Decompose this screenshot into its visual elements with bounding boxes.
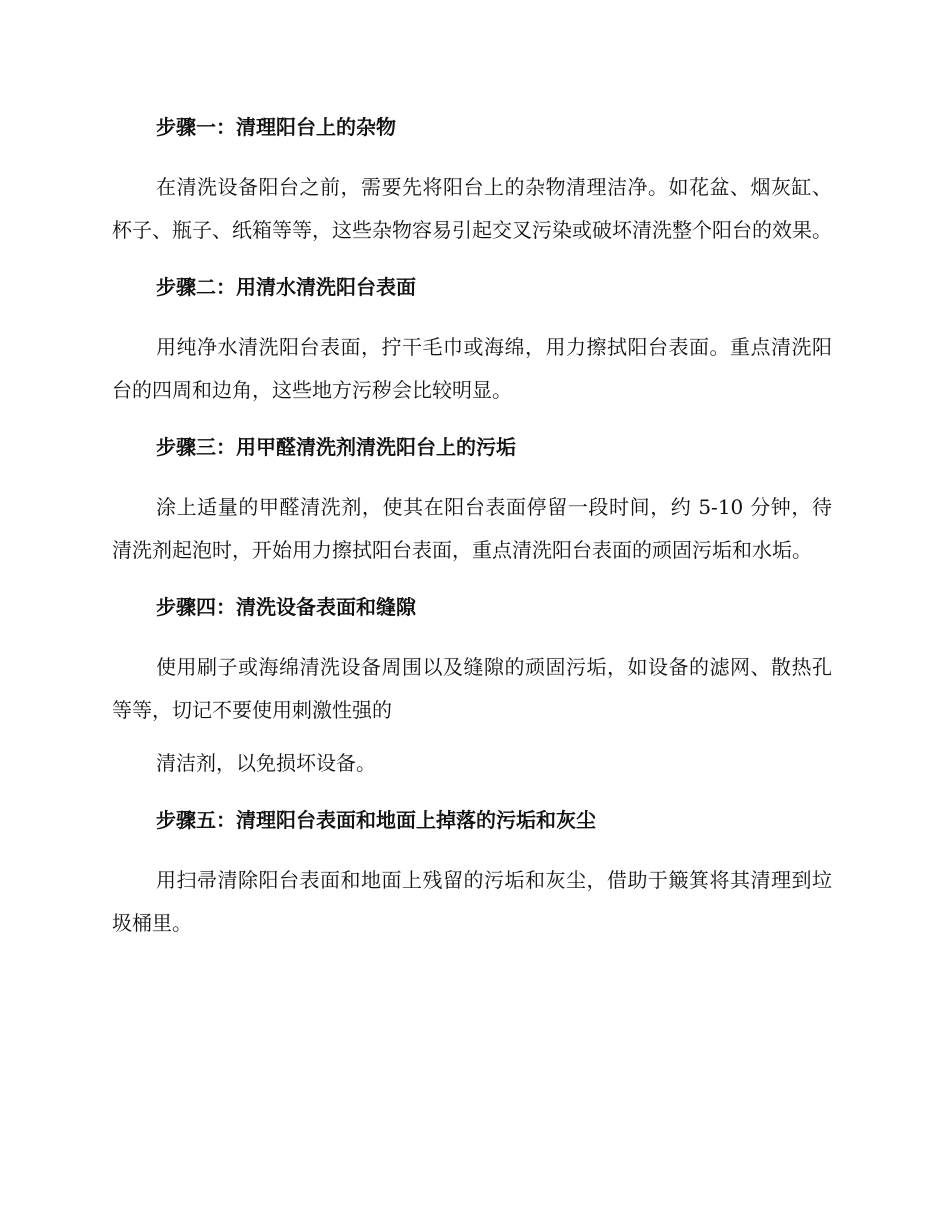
section-heading-4: 步骤四：清洗设备表面和缝隙 — [156, 595, 416, 619]
section-paragraph-1: 在清洗设备阳台之前，需要先将阳台上的杂物清理洁净。如花盆、烟灰缸、杯子、瓶子、纸箱等等，这些杂物容易引起交叉污染或破坏清洗整个阳台的效果。 — [112, 175, 832, 242]
section-heading-5: 步骤五：清理阳台表面和地面上掉落的污垢和灰尘 — [156, 808, 596, 832]
section-heading-3: 步骤三：用甲醛清洗剂清洗阳台上的污垢 — [156, 435, 516, 459]
section-paragraph-2: 用纯净水清洗阳台表面，拧干毛巾或海绵，用力擦拭阳台表面。重点清洗阳台的四周和边角，这些地方污秽会比较明显。 — [112, 335, 832, 402]
section-paragraph-4a: 使用刷子或海绵清洗设备周围以及缝隙的顽固污垢，如设备的滤网、散热孔等等，切记不要使用刺激性强的 — [112, 655, 832, 722]
document-body — [112, 110, 832, 945]
section-paragraph-3: 涂上适量的甲醛清洗剂，使其在阳台表面停留一段时间，约 5-10 分钟，待清洗剂起泡时，开始用力擦拭阳台表面，重点清洗阳台表面的顽固污垢和水垢。 — [112, 495, 832, 562]
section-paragraph-5: 用扫帚清除阳台表面和地面上残留的污垢和灰尘，借助于簸箕将其清理到垃圾桶里。 — [112, 868, 832, 935]
section-heading-2: 步骤二：用清水清洗阳台表面 — [156, 275, 416, 299]
section-heading-1: 步骤一：清理阳台上的杂物 — [156, 115, 396, 139]
section-paragraph-4b: 清洁剂，以免损坏设备。 — [156, 751, 376, 775]
